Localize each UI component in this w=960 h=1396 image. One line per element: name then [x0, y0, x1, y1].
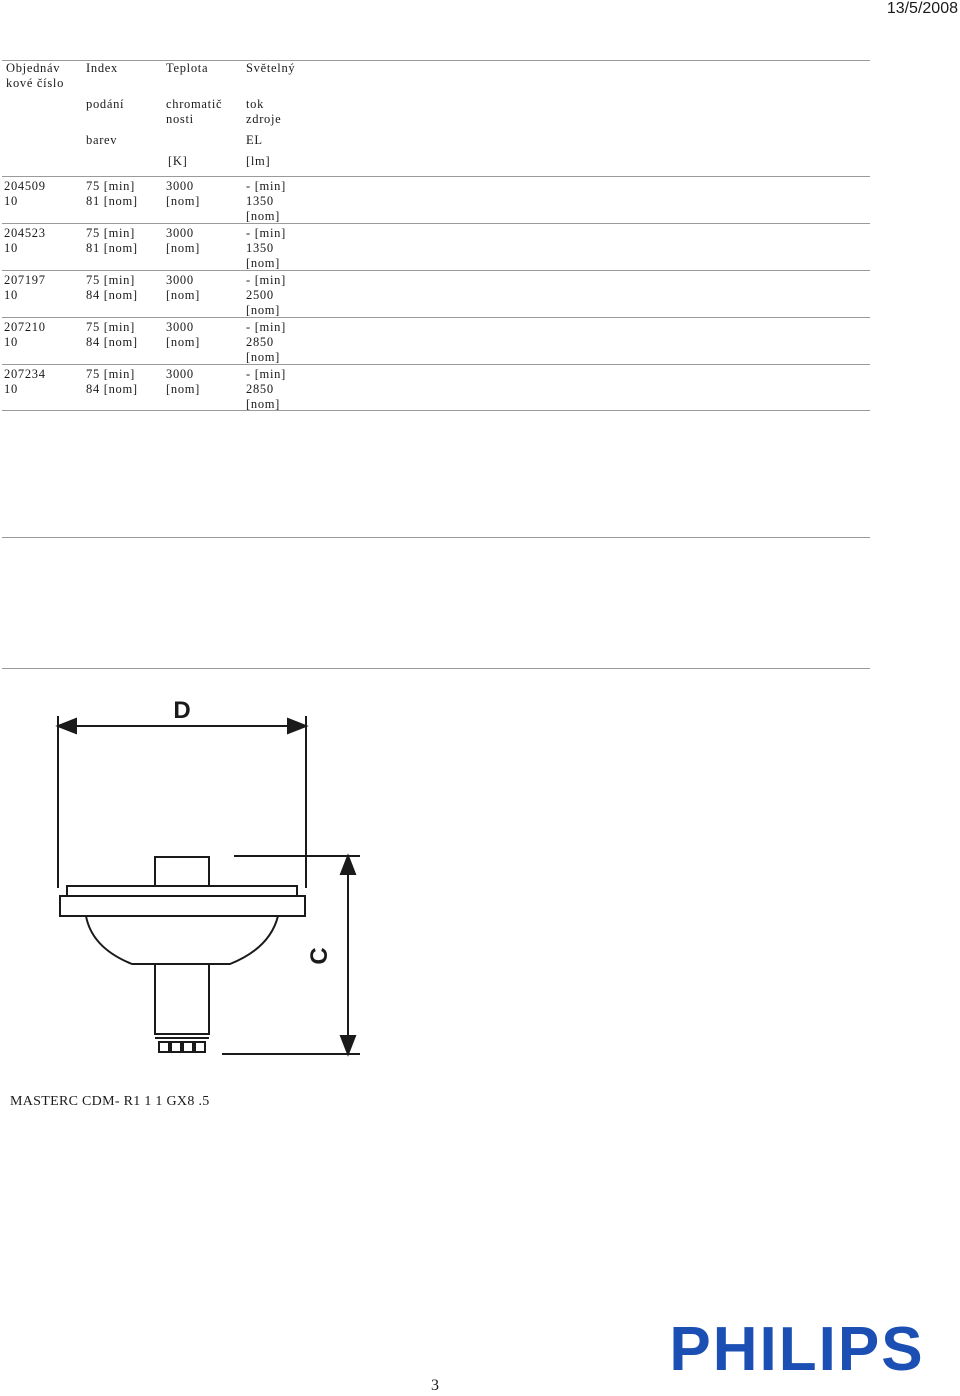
table-header	[2, 61, 870, 169]
header-color-temperature-line1: Teplota	[166, 61, 209, 75]
cell-color-index: 75 [min] 84 [nom]	[86, 367, 138, 396]
lamp-rim	[60, 896, 305, 916]
page-number: 3	[431, 1377, 439, 1394]
header-order-number-line1: Objednáv	[6, 61, 61, 75]
cell-order-number: 207197 10	[4, 273, 46, 302]
table-row	[2, 364, 870, 411]
cell-luminous-flux: - [min] 2500 [nom]	[246, 273, 286, 317]
table-row	[2, 317, 870, 364]
table-row	[2, 176, 870, 223]
header-order-number-line2: kové číslo	[6, 76, 65, 90]
cell-order-number: 204523 10	[4, 226, 46, 255]
cell-color-index: 75 [min] 81 [nom]	[86, 226, 138, 255]
cell-color-index: 75 [min] 84 [nom]	[86, 273, 138, 302]
header-color-index	[82, 61, 162, 169]
lamp-pin-left-inner	[171, 1042, 181, 1052]
header-luminous-flux-line2: tok	[246, 97, 265, 111]
lamp-dimension-drawing	[40, 680, 380, 1070]
d-arrow-right	[288, 719, 306, 733]
lamp-reflector	[86, 916, 278, 964]
header-color-temperature	[162, 61, 242, 169]
header-color-temperature-unit: [K]	[168, 154, 188, 168]
cell-color-temperature: 3000 [nom]	[166, 320, 201, 349]
header-luminous-flux-line1: Světelný	[246, 61, 296, 75]
c-arrow-bottom	[341, 1036, 355, 1054]
lamp-neck	[155, 964, 209, 1034]
header-color-index-line3: barev	[86, 133, 118, 147]
spec-table	[2, 61, 870, 411]
cell-luminous-flux: - [min] 1350 [nom]	[246, 179, 286, 223]
d-arrow-left	[58, 719, 76, 733]
header-luminous-flux	[242, 61, 362, 169]
philips-logo: PHILIPS	[669, 1315, 925, 1384]
header-color-temperature-line3: nosti	[166, 112, 194, 126]
header-luminous-flux-line3: zdroje	[246, 112, 282, 126]
c-arrow-top	[341, 856, 355, 874]
table-body	[2, 176, 870, 411]
cell-color-temperature: 3000 [nom]	[166, 367, 201, 396]
header-order-number	[2, 61, 82, 169]
header-color-index-line2: podání	[86, 97, 125, 111]
cell-color-index: 75 [min] 84 [nom]	[86, 320, 138, 349]
label-d: D	[173, 697, 191, 724]
cell-luminous-flux: - [min] 2850 [nom]	[246, 320, 286, 364]
section-divider	[2, 668, 870, 669]
cell-color-temperature: 3000 [nom]	[166, 273, 201, 302]
header-luminous-flux-unit: [lm]	[246, 154, 271, 168]
table-row	[2, 223, 870, 270]
label-c: C	[306, 947, 333, 965]
cell-color-temperature: 3000 [nom]	[166, 179, 201, 208]
cell-order-number: 207234 10	[4, 367, 46, 396]
header-color-index-line1: Index	[86, 61, 118, 75]
lamp-cap	[155, 857, 209, 886]
cell-color-temperature: 3000 [nom]	[166, 226, 201, 255]
header-color-temperature-line2: chromatič	[166, 97, 223, 111]
cell-color-index: 75 [min] 81 [nom]	[86, 179, 138, 208]
lamp-pin-left	[159, 1042, 169, 1052]
lamp-rim-upper	[67, 886, 297, 896]
cell-luminous-flux: - [min] 2850 [nom]	[246, 367, 286, 411]
product-caption: MASTERC CDM- R1 1 1 GX8 .5	[10, 1094, 210, 1109]
print-date: 13/5/2008	[886, 0, 958, 17]
cell-order-number: 207210 10	[4, 320, 46, 349]
table-row	[2, 270, 870, 317]
lamp-pin-right	[195, 1042, 205, 1052]
cell-order-number: 204509 10	[4, 179, 46, 208]
section-divider	[2, 537, 870, 538]
cell-luminous-flux: - [min] 1350 [nom]	[246, 226, 286, 270]
header-luminous-flux-line4: EL	[246, 133, 263, 147]
lamp-pin-right-inner	[183, 1042, 193, 1052]
